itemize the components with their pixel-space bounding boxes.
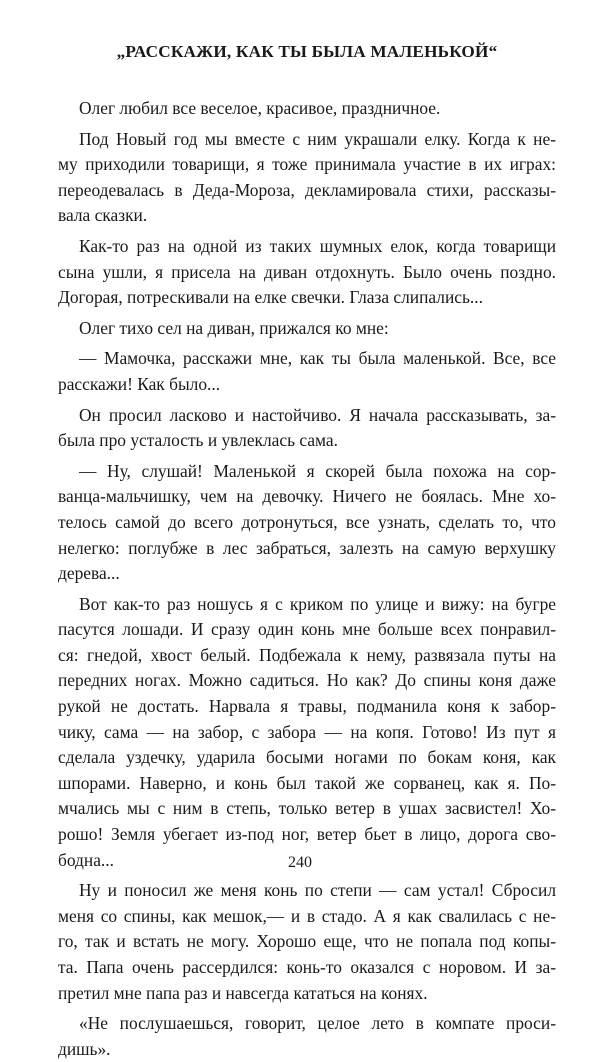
text-line: претил мне папа раз и навсегда кататься на конях. xyxy=(58,982,428,1003)
text-line: Олег тихо сел на диван, прижался ко мне: xyxy=(79,317,389,338)
text-line: чику, сама — на забор, с забора — на копя. Готово! Из пут я xyxy=(58,721,556,742)
text-line: му приходили товарищи, я тоже принимала участие в их играх: xyxy=(58,154,556,175)
text-line: Он просил ласково и настойчиво. Я начала рассказывать, за- xyxy=(79,404,556,425)
text-line: переодевалась в Деда-Мороза, декламировала стихи, рассказы- xyxy=(58,179,556,200)
body-text xyxy=(58,96,556,1062)
text-line: мчались мы с ним в степь, только ветер в ушах засвистел! Хо- xyxy=(58,798,556,819)
text-line: расскажи! Как было... xyxy=(58,373,221,394)
text-line: — Ну, слушай! Маленькой я скорей была похожа на сор- xyxy=(79,460,556,481)
text-line: Вот как-то раз ношусь я с криком по улице и вижу: на бугре xyxy=(79,593,556,614)
text-line: сделала уздечку, ударила босыми ногами по бокам коня, как xyxy=(58,747,556,768)
text-line: передних ногах. Можно садиться. Но как? До спины коня даже xyxy=(58,670,556,691)
paragraph xyxy=(58,346,556,397)
text-line: дерева... xyxy=(58,563,120,584)
text-line: сына ушли, я присела на диван отдохнуть. Было очень поздно. xyxy=(58,261,556,282)
text-line: го, так и встать не могу. Хорошо еще, что не попала под копы- xyxy=(58,931,556,952)
paragraph xyxy=(58,1011,556,1062)
paragraph xyxy=(58,96,556,122)
text-line: — Мамочка, расскажи мне, как ты была маленькой. Все, все xyxy=(79,348,556,369)
paragraph xyxy=(58,403,556,454)
paragraph xyxy=(58,234,556,311)
paragraph xyxy=(58,459,556,587)
text-line: Олег любил все веселое, красивое, праздничное. xyxy=(79,98,441,118)
text-line: Как-то раз на одной из таких шумных елок, когда товарищи xyxy=(79,235,556,256)
text-line: дишь». xyxy=(58,1038,111,1059)
text-line: рукой не достать. Нарвала я травы, подманила коня к забор- xyxy=(58,696,556,717)
chapter-title: „РАССКАЖИ, КАК ТЫ БЫЛА МАЛЕНЬКОЙ“ xyxy=(116,42,498,61)
page-number: 240 xyxy=(288,854,312,871)
text-line: ванца-мальчишку, чем на девочку. Ничего не боялась. Мне хо- xyxy=(58,486,556,507)
paragraph xyxy=(58,316,556,342)
text-line: бодна... xyxy=(58,849,114,870)
text-line: Догорая, потрескивали на елке свечки. Глаза слипались... xyxy=(58,287,483,308)
paragraph xyxy=(58,127,556,229)
text-line: ся: гнедой, хвост белый. Подбежала к нему, развязала путы на xyxy=(58,644,556,665)
text-line: Под Новый год мы вместе с ним украшали елку. Когда к не- xyxy=(79,128,556,149)
text-line: телось самой до всего дотронуться, все узнать, сделать то, что xyxy=(58,511,556,532)
text-line: меня со спины, как мешок,— и в стадо. А я как свалилась с не- xyxy=(58,905,556,926)
text-line: вала сказки. xyxy=(58,205,148,226)
text-line: нелегко: поглубже в лес забраться, залезть на самую верхушку xyxy=(58,537,556,558)
paragraph xyxy=(58,878,556,1006)
text-line: та. Папа очень рассердился: конь-то оказался с норовом. И за- xyxy=(58,957,556,977)
text-line: была про усталость и увлеклась сама. xyxy=(58,430,338,451)
text-line: шпорами. Наверно, и конь был такой же сорванец, как я. По- xyxy=(58,772,556,793)
text-line: рошо! Земля убегает из-под ног, ветер бьет в лицо, дорога сво- xyxy=(58,824,556,845)
text-line: пасутся лошади. И сразу один конь мне больше всех понравил- xyxy=(58,619,556,640)
text-line: Ну и поносил же меня конь по степи — сам устал! Сбросил xyxy=(79,880,556,901)
paragraph xyxy=(58,592,556,874)
text-line: «Не послушаешься, говорит, целое лето в компате проси- xyxy=(79,1013,556,1034)
